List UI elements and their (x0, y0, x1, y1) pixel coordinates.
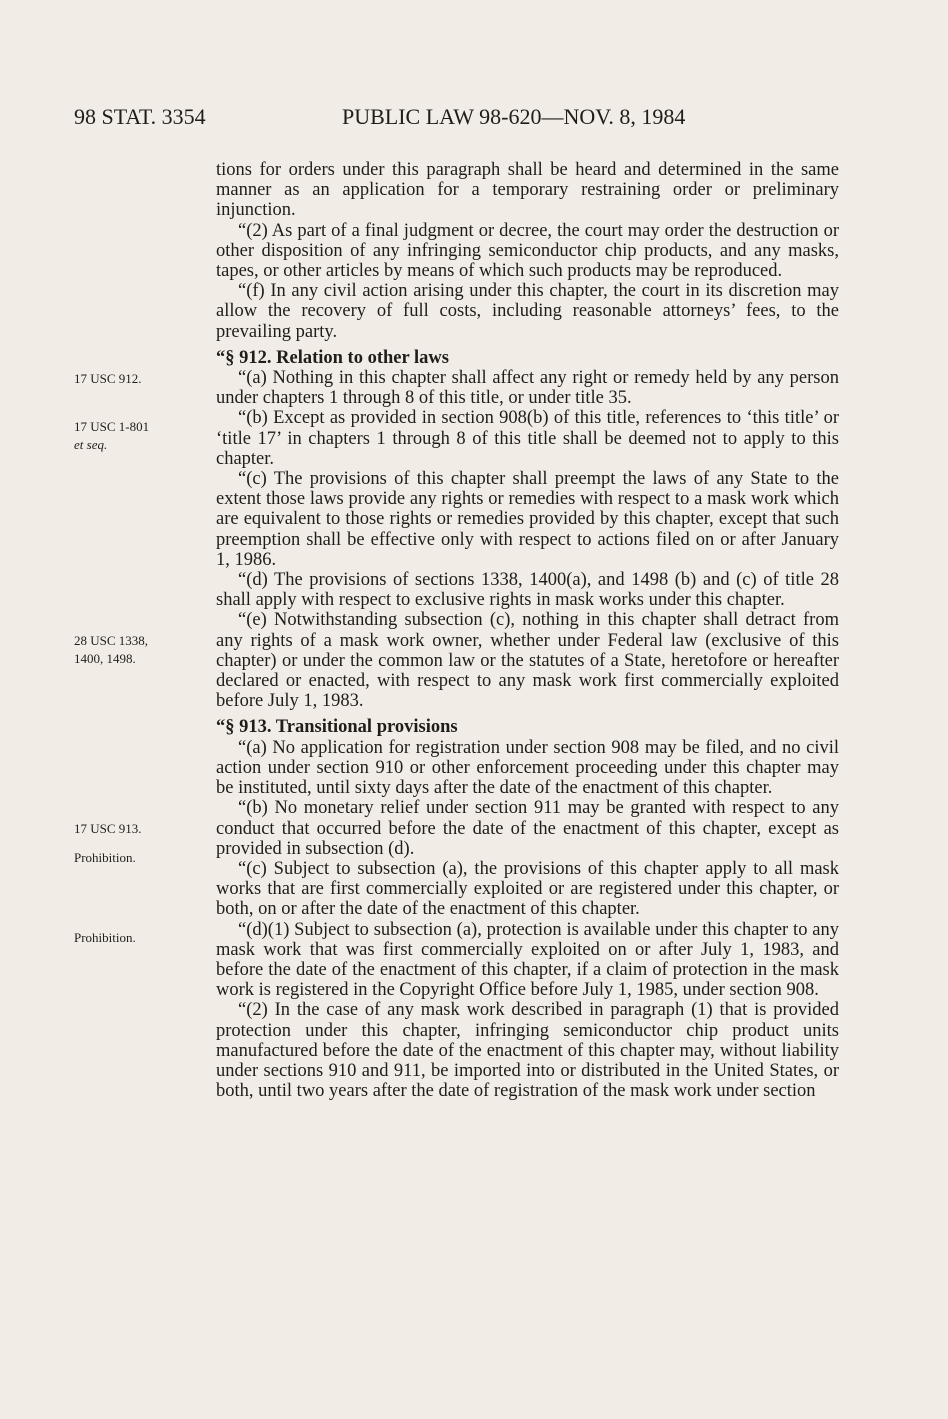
margin-note-prohibition-2: Prohibition. (74, 930, 136, 945)
paragraph-912-a: “(a) Nothing in this chapter shall affect any right or remedy held by any person under chapters 1 through 8 of this title, or under title 35. (216, 368, 839, 409)
paragraph-913-d2: “(2) In the case of any mask work described in paragraph (1) that is provided protection under this chapter, infringing semiconductor chip product units manufactured before the date of the enactment of this chapter may, without liability under sections 910 and 911, be imported into or distributed in the United States, or both, until two years after the date of registration of the mask work under section (216, 1000, 839, 1102)
section-913-heading: “§ 913. Transitional provisions (216, 717, 458, 738)
paragraph-913-d1: “(d)(1) Subject to subsection (a), protection is available under this chapter to any mask work that was first commercially exploited on or after July 1, 1983, and before the date of the enactment of this chapter, if a claim of protection in the mask work is registered in the Copyright Office before July 1, 1985, under section 908. (216, 919, 839, 1001)
paragraph-912-e: “(e) Notwithstanding subsection (c), nothing in this chapter shall detract from any rights of a mask work owner, whether under Federal law (exclusive of this chapter) or under the common law or the statutes of a State, heretofore or hereafter declared or enacted, with respect to any mask work first commercially exploited before July 1, 1983. (216, 610, 839, 712)
margin-note-prohibition-1: Prohibition. (74, 850, 136, 865)
statute-page-number: 98 STAT. 3354 (74, 104, 206, 129)
paragraph-913-b: “(b) No monetary relief under section 911 may be granted with respect to any conduct that occurred before the date of the enactment of this chapter, except as provided in subsection (d). (216, 798, 839, 859)
paragraph-f: “(f) In any civil action arising under this chapter, the court in its discretion may allow the recovery of full costs, including reasonable attorneys’ fees, to the prevailing party. (216, 281, 839, 342)
paragraph-913-c: “(c) Subject to subsection (a), the provisions of this chapter apply to all mask works that are first commercially exploited or are registered under this chapter, or both, on or after the date of the enactment of this chapter. (216, 858, 839, 920)
paragraph-e2: “(2) As part of a final judgment or decree, the court may order the destruction or other disposition of any infringing semiconductor chip products, and any masks, tapes, or other articles by means of which such products may be reproduced. (216, 220, 839, 282)
margin-note-28-usc-1338: 28 USC 1338, 1400, 1498. (74, 633, 149, 666)
margin-note-17-usc-913: 17 USC 913. (74, 821, 142, 836)
section-912-heading: “§ 912. Relation to other laws (216, 347, 449, 368)
paragraph-913-a: “(a) No application for registration under section 908 may be filed, and no civil action under section 910 or other enforcement proceeding under this chapter may be instituted, until sixty days after the date of the enactment of this chapter. (216, 737, 839, 799)
margin-note-17-usc-912: 17 USC 912. (74, 371, 142, 386)
paragraph-912-b: “(b) Except as provided in section 908(b) of this title, references to ‘this title’ or ‘title 17’ in chapters 1 through 8 of this title shall be deemed not to apply to this chapter. (216, 408, 839, 469)
statute-body-text (216, 160, 839, 1101)
paragraph-912-c: “(c) The provisions of this chapter shall preempt the laws of any State to the extent those laws provide any rights or remedies with respect to a mask work which are equivalent to those rights or remedies provided by this chapter, except that such preemption shall be effective only with respect to actions filed on or after January 1, 1986. (216, 469, 839, 570)
margin-note-17-usc-1-801: 17 USC 1-801 et seq. (74, 419, 150, 452)
page-header (74, 104, 874, 134)
running-title: PUBLIC LAW 98-620—NOV. 8, 1984 (342, 104, 686, 129)
paragraph-continuation: tions for orders under this paragraph shall be heard and determined in the same manner as an application for a temporary restraining order or preliminary injunction. (216, 160, 839, 221)
paragraph-912-d: “(d) The provisions of sections 1338, 1400(a), and 1498 (b) and (c) of title 28 shall apply with respect to exclusive rights in mask works under this chapter. (216, 570, 839, 611)
